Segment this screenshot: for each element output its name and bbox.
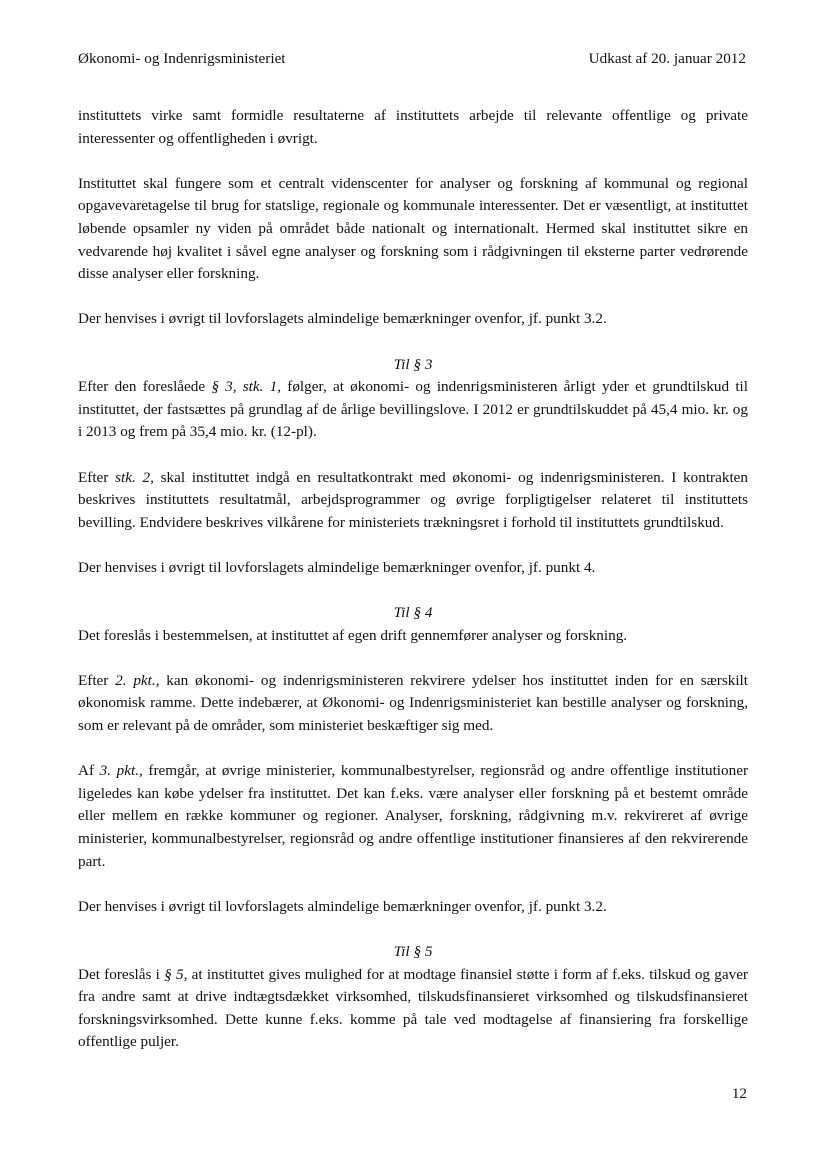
paragraph: Det foreslås i § 5, at instituttet gives mulighed for at modtage finansiel støtte i form af f.eks. tilskud og gaver fra andre samt at drive indtægtsdækket virksomhed, tilskudsfinansieret virksomhed og tilskudsfinansieret forskningsvirksomhed. Dette kunne f.eks. komme på tale ved modtagelse af finansiering fra forskellige offentlige puljer. (78, 965, 748, 1051)
section-heading-4: Til § 4 (393, 604, 433, 622)
header-draft-date: Udkast af 20. januar 2012 (588, 50, 746, 67)
paragraph: Efter 2. pkt., kan økonomi- og indenrigsministeren rekvirere ydelser hos instituttet inden for en særskilt økonomisk ramme. Dette indebærer, at Økonomi- og Indenrigsministeriet kan bestille analyser og forskning, som er relevant på de områder, som ministeriet beskæftiger sig med. (78, 671, 748, 735)
section-heading-3: Til § 3 (393, 355, 433, 373)
paragraph: Der henvises i øvrigt til lovforslagets almindelige bemærkninger ovenfor, jf. punkt 4. (78, 558, 596, 576)
paragraph: Af 3. pkt., fremgår, at øvrige ministerier, kommunalbestyrelser, regionsråd og andre offentlige institutioner ligeledes kan købe ydelser fra instituttet. Det kan f.eks. være analyser eller forskning på et bestemt område eller mellem en række kommuner og regioner. Analyser, forskning, rådgivning m.v. rekvireret af øvrige ministerier, kommunalbestyrelser, regionsråd og andre offentlige institutioner finansieres af den rekvirerende part. (78, 762, 748, 870)
header-ministry: Økonomi- og Indenrigsministeriet (78, 50, 286, 67)
paragraph: Efter den foreslåede § 3, stk. 1, følger, at økonomi- og indenrigsministeren årligt yder et grundtilskud til instituttet, der fastsættes på grundlag af de årlige bevillingslove. I 2012 er grundtilskuddet på 45,4 mio. kr. og i 2013 og frem på 35,4 mio. kr. (12-pl). (78, 378, 748, 441)
paragraph: Der henvises i øvrigt til lovforslagets almindelige bemærkninger ovenfor, jf. punkt 3.2. (78, 897, 607, 915)
document-body (78, 105, 748, 1054)
paragraph: Det foreslås i bestemmelsen, at instituttet af egen drift gennemfører analyser og forskning. (78, 626, 628, 644)
page-number: 12 (731, 1085, 747, 1102)
section-heading-5: Til § 5 (393, 942, 433, 960)
page-header (78, 48, 746, 70)
paragraph: Der henvises i øvrigt til lovforslagets almindelige bemærkninger ovenfor, jf. punkt 3.2. (78, 310, 607, 328)
paragraph: Efter stk. 2, skal instituttet indgå en resultatkontrakt med økonomi- og indenrigsministeren. I kontrakten beskrives instituttets resultatmål, arbejdsprogrammer og øvrige forpligtigelser relateret til instituttets bevilling. Endvidere beskrives vilkårene for ministeriets trækningsret i forhold til instituttets grundtilskud. (78, 468, 749, 531)
paragraph: instituttets virke samt formidle resultaterne af instituttets arbejde til relevante offentlige og private interessenter og offentligheden i øvrigt. (78, 107, 748, 147)
paragraph: Instituttet skal fungere som et centralt videnscenter for analyser og forskning af kommunal og regional opgavevaretagelse til brug for statslige, regionale og kommunale interessenter. Det er væsentligt, at instituttet løbende opsamler ny viden på området både nationalt og internationalt. Hermed skal instituttet sikre en vedvarende høj kvalitet i såvel egne analyser og forskning som i rådgivningen til eksterne parter vedrørende disse analyser eller forskning. (78, 174, 748, 283)
